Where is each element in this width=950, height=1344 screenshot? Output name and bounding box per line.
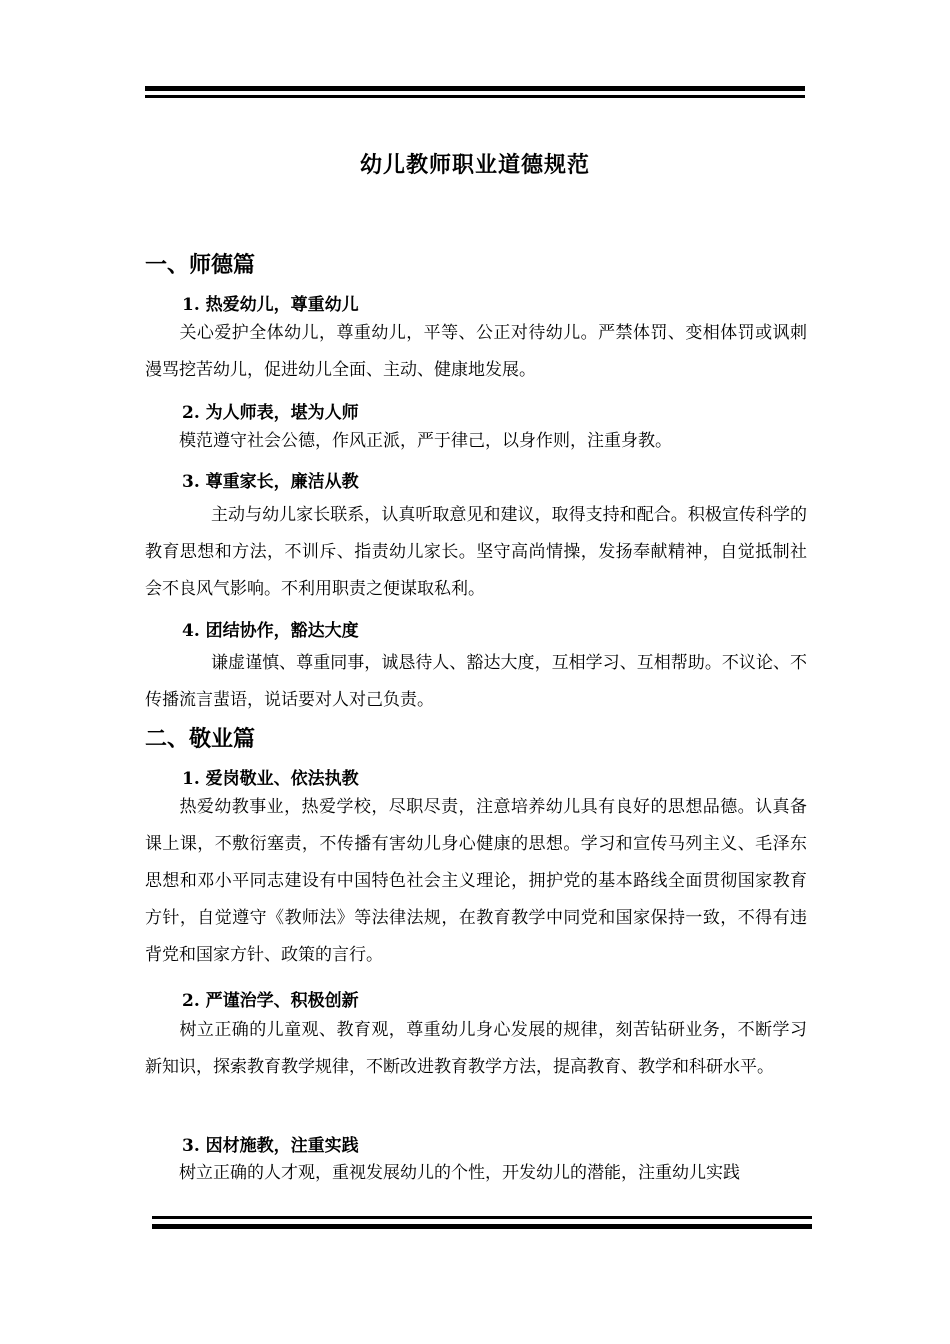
section-heading-ethics: 一、师德篇: [145, 253, 256, 278]
item-heading: 1. 热爱幼儿，尊重幼儿: [182, 295, 359, 315]
item-body: 热爱幼教事业，热爱学校，尽职尽责，注意培养幼儿具有良好的思想品德。认真备课上课，不敷衍塞责，不传播有害幼儿身心健康的思想。学习和宣传马列主义、毛泽东思想和邓小平同志建设有中国特色社会主义理论，拥护党的基本路线全面贯彻国家教育方针，自觉遵守《教师法》等法律法规，在教育教学中同党和国家保持一致，不得有违背党和国家方针、政策的言行。: [145, 797, 807, 965]
bottom-rule-thick: [152, 1224, 812, 1229]
item-body: 关心爱护全体幼儿，尊重幼儿，平等、公正对待幼儿。严禁体罚、变相体罚或讽刺漫骂挖苦幼儿，促进幼儿全面、主动、健康地发展。: [145, 323, 807, 380]
item-heading: 3. 尊重家长，廉洁从教: [182, 472, 359, 492]
item-body: 谦虚谨慎、尊重同事，诚恳待人、豁达大度，互相学习、互相帮助。不议论、不传播流言蜚语，说话要对人对己负责。: [145, 653, 807, 710]
bottom-rule-thin: [152, 1216, 812, 1219]
document-title: 幼儿教师职业道德规范: [359, 152, 590, 178]
item-heading: 4. 团结协作，豁达大度: [182, 621, 359, 641]
item-body: 树立正确的人才观，重视发展幼儿的个性，开发幼儿的潜能，注重幼儿实践: [179, 1163, 740, 1183]
top-rule-thin: [145, 95, 805, 98]
item-heading: 2. 严谨治学、积极创新: [182, 991, 359, 1011]
item-heading: 2. 为人师表，堪为人师: [182, 403, 359, 423]
item-heading: 3. 因材施教，注重实践: [182, 1136, 359, 1156]
item-body: 树立正确的儿童观、教育观，尊重幼儿身心发展的规律，刻苦钻研业务，不断学习新知识，探索教育教学规律，不断改进教育教学方法，提高教育、教学和科研水平。: [145, 1020, 807, 1077]
item-heading: 1. 爱岗敬业、依法执教: [182, 769, 359, 789]
item-body: 主动与幼儿家长联系，认真听取意见和建议，取得支持和配合。积极宣传科学的教育思想和方法，不训斥、指责幼儿家长。坚守高尚情操，发扬奉献精神，自觉抵制社会不良风气影响。不利用职责之便谋取私利。: [145, 505, 807, 599]
item-body: 模范遵守社会公德，作风正派，严于律己，以身作则，注重身教。: [179, 431, 672, 451]
section-heading-dedication: 二、敬业篇: [145, 727, 256, 752]
top-rule-thick: [145, 86, 805, 91]
